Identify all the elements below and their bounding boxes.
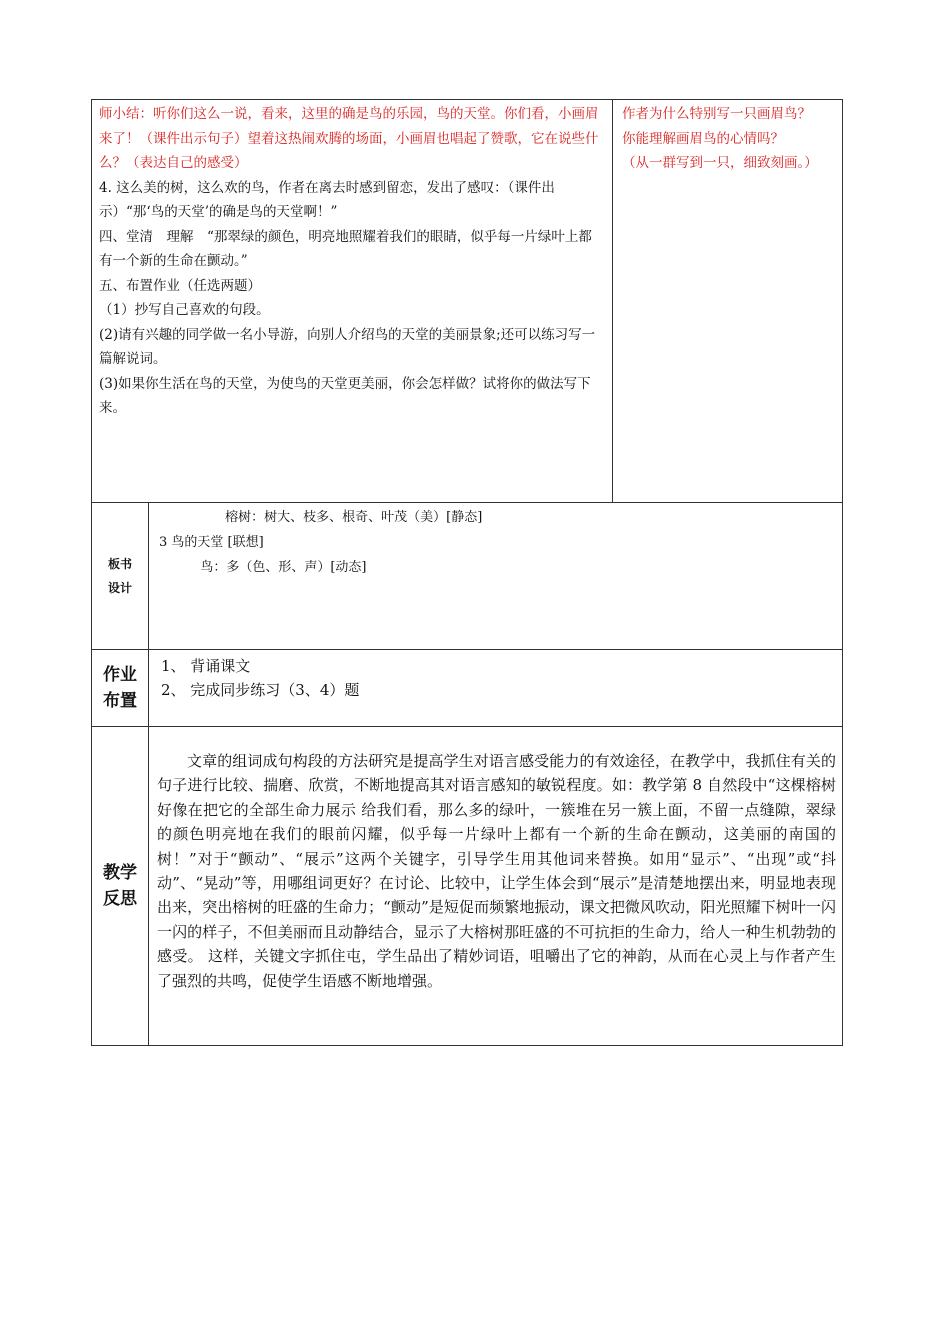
side-note-line: （从一群写到一只，细致刻画。） (622, 155, 818, 171)
lesson-plan-table (91, 99, 843, 1046)
lesson-process-row (92, 100, 843, 503)
reflection-label: 教学 反思 (92, 727, 149, 1046)
step-4: 4. 这么美的树，这么欢的鸟，作者在离去时感到留恋，发出了感叹：（课件出示）“那‘鸟的天堂’的确是鸟的天堂啊！” (99, 179, 555, 220)
reflection-content (149, 727, 843, 1046)
board-design-row (92, 503, 843, 650)
board-design-label: 板书 设计 (92, 503, 149, 650)
board-line-title: 3 鸟的天堂 [联想] (159, 535, 264, 550)
homework-content (149, 650, 843, 727)
side-note-line: 你能理解画眉鸟的心情吗？ (622, 130, 784, 147)
teacher-summary: 师小结：听你们这么一说，看来，这里的确是鸟的乐园，鸟的天堂。你们看，小画眉来了！（课件出示句子）望着这热闹欢腾的场面，小画眉也唱起了赞歌，它在说些什么？（表达自己的感受） (99, 106, 599, 171)
board-line-banyan: 榕树：树大、枝多、根奇、叶茂（美）[静态] (159, 510, 483, 525)
homework-option-3: (3)如果你生活在鸟的天堂，为使鸟的天堂更美丽，你会怎样做？试将你的做法写下来。 (99, 375, 591, 416)
side-note-cell (613, 100, 843, 503)
homework-row (92, 650, 843, 727)
step-in-class-check: 四、堂清 理解 “那翠绿的颜色，明亮地照耀着我们的眼睛，似乎每一片绿叶上都有一个新的生命在颤动。” (99, 228, 592, 269)
homework-option-1: （1）抄写自己喜欢的句段。 (99, 302, 270, 318)
homework-label: 作业 布置 (92, 650, 149, 727)
lesson-process-cell (92, 100, 613, 503)
board-line-birds: 鸟：多（色、形、声）[动态] (159, 560, 367, 575)
reflection-row (92, 727, 843, 1046)
homework-item: 2、 完成同步练习（3、4）题 (161, 681, 360, 699)
step-homework-heading: 五、布置作业（任选两题） (99, 277, 261, 294)
reflection-paragraph: 文章的组词成句构段的方法研究是提高学生对语言感受能力的有效途径，在教学中，我抓住有关的句子进行比较、揣磨、欣赏，不断地提高其对语言感知的敏锐程度。如：教学第 8 自然段中“这棵榕树好像在把它的全部生命力展示 给我们看，那么多的绿叶，一簇堆在另一簇上面，不留一点缝隙，翠绿的颜色明亮地在我们的眼前闪耀，似乎每一片绿叶上都有一个新的生命在颤动，这美丽的南国的树！”对于“颤动”、“展示”这两个关键字，引导学生用其他词来替换。如用“显示”、“出现”或“抖动”、“晃动”等，用哪组词更好？在讨论、比较中，让学生体会到“展示”是清楚地摆出来，明显地表现出来，突出榕树的旺盛的生命力；“颤动”是短促而频繁地振动，课文把微风吹动，阳光照耀下树叶一闪一闪的样子，不但美丽而且动静结合，显示了大榕树那旺盛的不可抗拒的生命力，给人一种生机勃勃的感受。 这样，关键文字抓住屯，学生品出了精妙词语，咀嚼出了它的神韵，从而在心灵上与作者产生了强烈的共鸣，促使学生语感不断地增强。 (157, 752, 836, 990)
homework-item: 1、 背诵课文 (161, 657, 251, 675)
homework-option-2: (2)请有兴趣的同学做一名小导游，向别人介绍鸟的天堂的美丽景象;还可以练习写一篇解说词。 (99, 326, 596, 367)
side-note-line: 作者为什么特别写一只画眉鸟？ (622, 106, 811, 122)
board-design-content (149, 503, 843, 650)
